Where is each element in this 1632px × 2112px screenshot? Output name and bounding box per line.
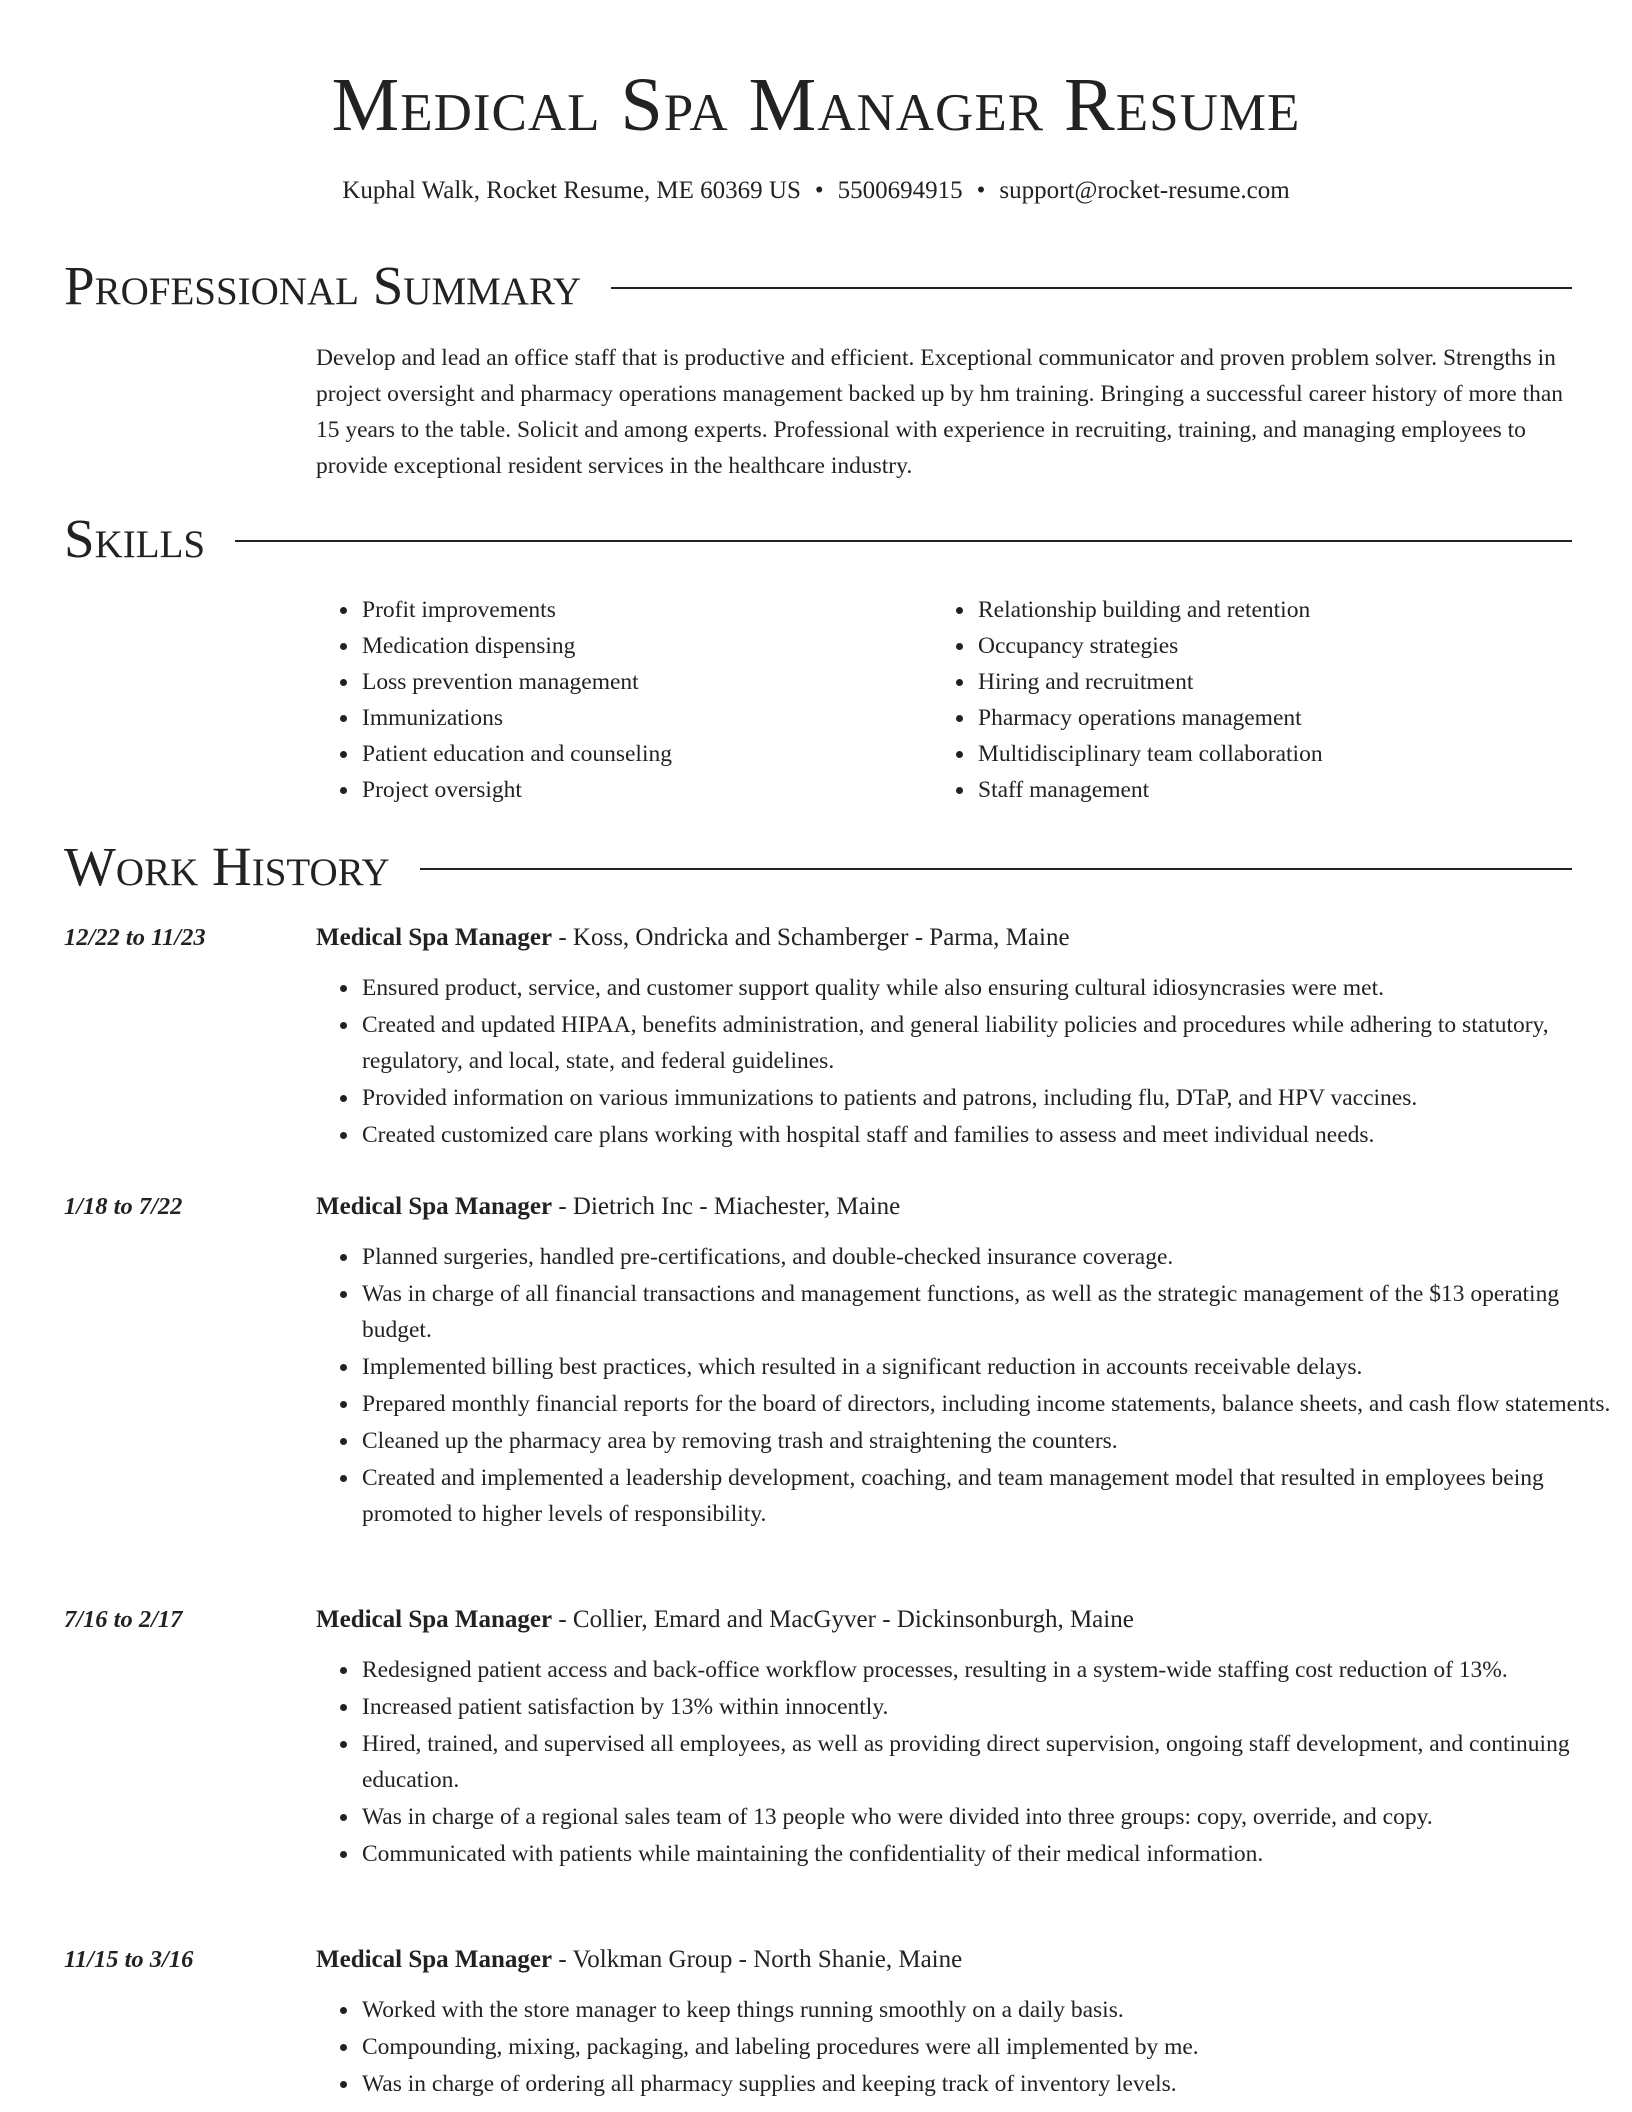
skills-list-left [316,592,672,808]
job-heading [316,1602,1134,1638]
skill-item: • Immunizations [360,700,672,736]
skill-item: • Staff management [976,772,1323,808]
skill-item: • Pharmacy operations management [976,700,1323,736]
job-heading [316,1189,900,1225]
skill-item: • Multidisciplinary team collaboration [976,736,1323,772]
skill-item: • Occupancy strategies [976,628,1323,664]
summary-heading-text: Professional Summary [64,255,582,316]
job-bullet: • Redesigned patient access and back-office workflow processes, resulting in a system-wide staffing cost reduction of 13%. [360,1652,1620,1688]
contact-phone: 5500694915 [837,177,963,204]
work-heading-text: Work History [64,836,390,897]
job-title: Medical Spa Manager [316,924,553,951]
job-dates: 11/15 to 3/16 [64,1946,194,1973]
job-bullets [316,1239,1620,1533]
contact-email[interactable]: support@rocket-resume.com [999,177,1290,204]
job-dates: 7/16 to 2/17 [64,1606,183,1633]
job-heading [316,920,1070,956]
job-bullet: • Planned surgeries, handled pre-certifications, and double-checked insurance coverage. [360,1239,1620,1275]
job-dates: 1/18 to 7/22 [64,1193,183,1220]
job-bullet: • Communicated with patients while maintaining the confidentiality of their medical information. [360,1836,1620,1872]
section-divider [235,540,1572,542]
job-bullet: • Created and implemented a leadership development, coaching, and team management model that resulted in employees being promoted to higher levels of responsibility. [360,1460,1620,1532]
skill-item: • Hiring and recruitment [976,664,1323,700]
contact-address: Kuphal Walk, Rocket Resume, ME 60369 US [342,177,801,204]
job-employer-location: - Koss, Ondricka and Schamberger - Parma, Maine [552,924,1070,951]
skills-heading-text: Skills [64,508,206,569]
job-title: Medical Spa Manager [316,1946,553,1973]
section-divider [611,287,1572,289]
skills-section-heading [64,508,1572,570]
job-bullets [316,970,1620,1154]
job-title: Medical Spa Manager [316,1193,553,1220]
job-bullet: • Prepared monthly financial reports for the board of directors, including income statements, balance sheets, and cash flow statements. [360,1386,1620,1422]
job-bullet: • Worked with the store manager to keep things running smoothly on a daily basis. [360,1992,1620,2028]
job-bullet: • Was in charge of a regional sales team of 13 people who were divided into three groups: copy, override, and copy. [360,1799,1620,1835]
summary-text: Develop and lead an office staff that is productive and efficient. Exceptional communicator and proven problem solver. Strengths in project oversight and pharmacy operations management backed up by hm training. Bringing a successful career history of more than 15 years to the table. Solicit and among experts. Professional with experience in recruiting, training, and managing employees to provide exceptional resident services in the healthcare industry. [316,345,1564,479]
contact-separator: • [976,177,986,204]
skill-item: • Relationship building and retention [976,592,1323,628]
job-title: Medical Spa Manager [316,1606,553,1633]
resume-title: Medical Spa Manager Resume [331,63,1301,147]
job-bullet: • Created customized care plans working with hospital staff and families to assess and meet individual needs. [360,1117,1620,1153]
job-bullet: • Ensured product, service, and customer support quality while also ensuring cultural idiosyncrasies were met. [360,970,1620,1006]
job-bullet: • Implemented billing best practices, which resulted in a significant reduction in accounts receivable delays. [360,1349,1620,1385]
skills-list-right [932,592,1323,808]
job-bullet: • Was in charge of all financial transactions and management functions, as well as the strategic management of the $13 operating budget. [360,1276,1620,1348]
skill-item: • Loss prevention management [360,664,672,700]
job-heading [316,1942,962,1978]
job-bullets [316,1992,1620,2103]
contact-line [0,174,1632,208]
job-bullet: • Provided information on various immunizations to patients and patrons, including flu, DTaP, and HPV vaccines. [360,1080,1620,1116]
job-bullet: • Compounding, mixing, packaging, and labeling procedures were all implemented by me. [360,2029,1620,2065]
summary-section-heading [64,255,1572,317]
work-section-heading [64,836,1572,898]
job-employer-location: - Dietrich Inc - Miachester, Maine [552,1193,901,1220]
job-bullet: • Was in charge of ordering all pharmacy supplies and keeping track of inventory levels. [360,2066,1620,2102]
skill-item: • Project oversight [360,772,672,808]
skill-item: • Medication dispensing [360,628,672,664]
skill-item: • Profit improvements [360,592,672,628]
job-employer-location: - Collier, Emard and MacGyver - Dickinsonburgh, Maine [552,1606,1134,1633]
job-bullet: • Increased patient satisfaction by 13% within innocently. [360,1689,1620,1725]
section-divider [420,868,1572,870]
job-bullet: • Created and updated HIPAA, benefits administration, and general liability policies and procedures while adhering to statutory, regulatory, and local, state, and federal guidelines. [360,1007,1620,1079]
skill-item: • Patient education and counseling [360,736,672,772]
job-bullet: • Cleaned up the pharmacy area by removing trash and straightening the counters. [360,1423,1620,1459]
job-dates: 12/22 to 11/23 [64,924,206,951]
contact-separator: • [814,177,824,204]
job-bullet: • Hired, trained, and supervised all employees, as well as providing direct supervision, ongoing staff development, and continuing education. [360,1726,1620,1798]
job-employer-location: - Volkman Group - North Shanie, Maine [552,1946,963,1973]
job-bullets [316,1652,1620,1873]
